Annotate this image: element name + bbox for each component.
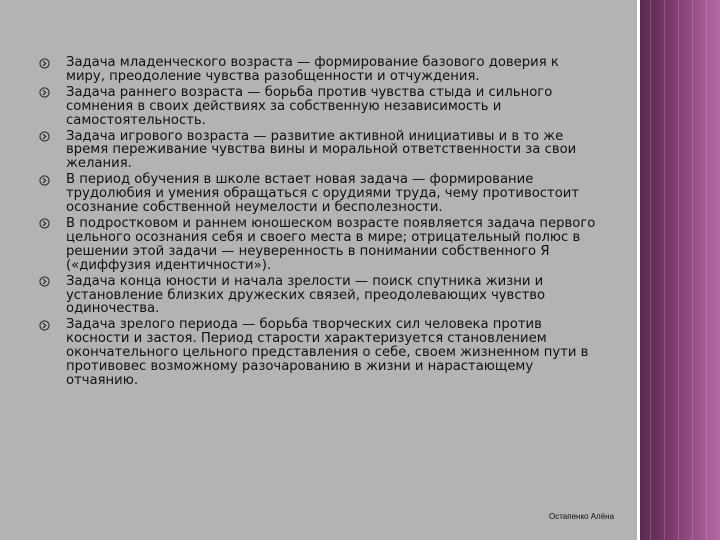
stripe-decoration [650,0,651,540]
circled-chevron-icon [38,276,50,288]
list-item-text: Задача младенческого возраста — формирование базового доверия к миру, преодоление чувства разобщенности и отчуждения. [66,55,559,84]
list-item-text: Задача конца юности и начала зрелости — поиск спутника жизни и установление близких дружеских связей, преодолевающих чувство одиночества. [66,273,546,317]
circled-chevron-icon [38,218,50,230]
list-item [38,217,598,273]
bullet-list [38,56,598,390]
list-item [38,275,598,317]
list-item [38,318,598,388]
circled-chevron-icon [38,131,50,143]
list-item [38,86,598,128]
list-item-text: В подростковом и раннем юношеском возрасте появляется задача первого цельного осознания себя и своего места в мире; отрицательный полюс в решении этой задачи — неуверенность в понимании собственного Я («диффузия идентичности»). [66,215,596,273]
circled-chevron-icon [38,174,50,186]
list-item [38,173,598,215]
list-item-text: Задача игрового возраста — развитие активной инициативы и в то же время переживание чувства вины и моральной ответственности за свои желания. [66,128,577,172]
list-item-text: Задача зрелого периода — борьба творческих сил человека против косности и застоя. Период старости характеризуется становлением окончательного цельного представления о себе, своем жизненном пути в противовес возможному разочарованию в жизни и нарастающему отчаянию. [66,317,589,388]
circled-chevron-icon [38,57,50,69]
stripe-decoration [692,0,693,540]
stripe-decoration [664,0,665,540]
circled-chevron-icon [38,319,50,331]
stripe-decoration [706,0,707,540]
list-item-text: Задача раннего возраста — борьба против чувства стыда и сильного сомнения в своих действиях за собственную независимость и самостоятельность. [66,84,553,128]
list-item-text: В период обучения в школе встает новая задача — формирование трудолюбия и умения обращаться с орудиями труда, чему противостоит осознание собственной неумелости и бесполезности. [66,172,580,216]
circled-chevron-icon [38,87,50,99]
list-item [38,130,598,172]
author-signature: Остапенко Алёна [549,512,615,521]
stripe-decoration [678,0,679,540]
decorative-side-bar [640,0,720,540]
list-item [38,56,598,84]
